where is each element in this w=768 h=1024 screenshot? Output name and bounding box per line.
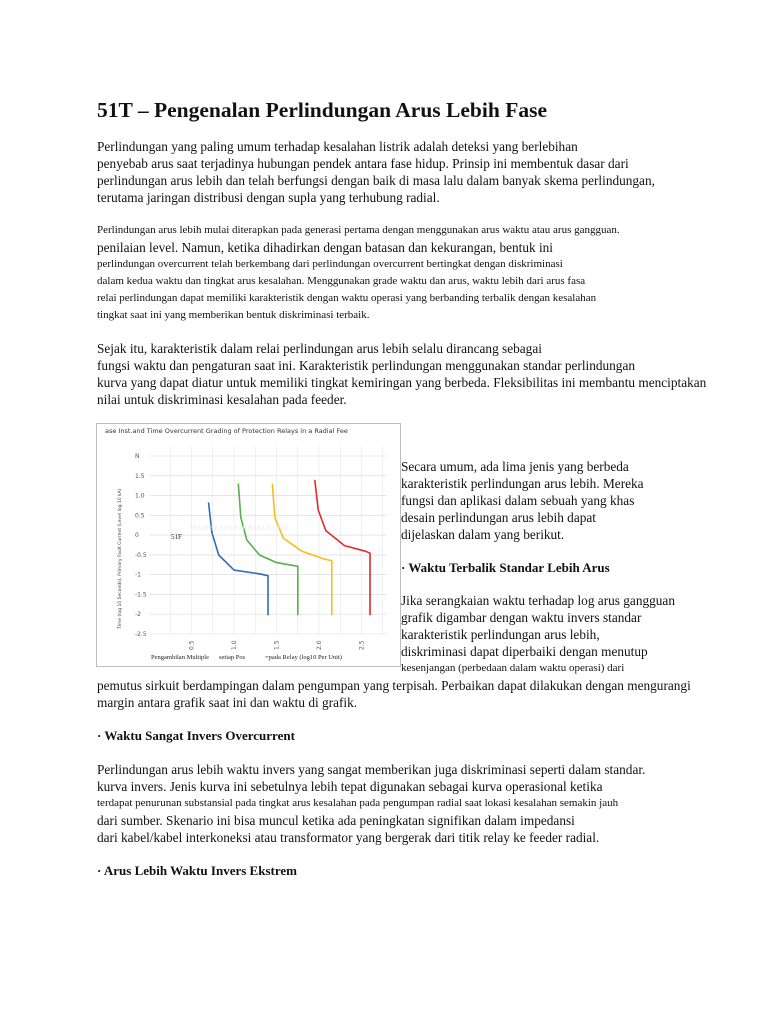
y-tick-label: 0.5 <box>135 512 145 520</box>
y-tick-label: -0.5 <box>135 551 147 559</box>
paragraph-line: terutama jaringan distribusi dengan supla yang terhubung radial. <box>97 190 440 205</box>
x-caption-mid: setiap Pos <box>219 654 246 661</box>
overcurrent-grading-figure <box>96 423 401 667</box>
paragraph-line: pemutus sirkuit berdampingan dalam pengumpan yang terpisah. Perbaikan dapat dilakukan dengan mengurangi <box>97 678 691 693</box>
paragraph-line: dalam kedua waktu dan tingkat arus kesalahan. Menggunakan grade waktu dan arus, waktu lebih dari arus fasa <box>97 275 586 287</box>
paragraph-line: Secara umum, ada lima jenis yang berbeda <box>401 459 629 474</box>
paragraph-line: Jika serangkaian waktu terhadap log arus gangguan <box>401 593 675 608</box>
paragraph-line: margin antara grafik saat ini dan waktu di grafik. <box>97 695 358 710</box>
paragraph-line: karakteristik perlindungan arus lebih. Mereka <box>401 476 644 491</box>
paragraph-line: penyebab arus saat terjadinya hubungan pendek antara fase hidup. Prinsip ini membentuk dasar dari <box>97 156 629 171</box>
relay-overlay-text: TE51P32 51S 51P 6A51 51P4T <box>189 524 288 532</box>
paragraph-line: dari kabel/kabel interkoneksi atau transformator yang bergerak dari titik relay ke feeder radial. <box>97 830 600 845</box>
relay-label-51f: 51F <box>171 533 182 541</box>
relay-curve-line <box>272 484 332 616</box>
paragraph-5 <box>97 761 645 846</box>
page-title: 51T – Pengenalan Perlindungan Arus Lebih Fase <box>97 98 547 122</box>
x-tick-label: 2.5 <box>358 640 366 650</box>
y-tick-label: -2 <box>135 611 141 619</box>
paragraph-line: relai perlindungan dapat memiliki karakteristik dengan waktu operasi yang berbanding terbalik dengan kesalahan <box>97 292 597 304</box>
x-tick-label: 2.0 <box>316 640 323 650</box>
paragraph-line: kesenjangan (perbedaan dalam waktu operasi) dari <box>401 662 625 674</box>
y-tick-label: N <box>135 453 140 460</box>
y-tick-label: 1.0 <box>135 492 145 500</box>
paragraph-line: kurva yang dapat diatur untuk memiliki tingkat kemiringan yang berbeda. Fleksibilitas ini membantu menciptakan <box>97 375 707 390</box>
paragraph-2 <box>97 222 620 324</box>
paragraph-line: terdapat penurunan substansial pada tingkat arus kesalahan pada pengumpan radial saat lokasi kesalahan semakin jauh <box>97 797 619 809</box>
paragraph-line: Sejak itu, karakteristik dalam relai perlindungan arus lebih selalu dirancang sebagai <box>97 341 542 356</box>
paragraph-line: grafik digambar dengan waktu invers standar <box>401 610 642 625</box>
section-heading-standard-inverse: · Waktu Terbalik Standar Lebih Arus <box>401 560 610 575</box>
overcurrent-grading-chart <box>97 424 400 666</box>
x-tick-label: 1.5 <box>273 640 281 650</box>
paragraph-line: nilai untuk diskriminasi kesalahan pada feeder. <box>97 392 347 407</box>
x-axis-label: =pada Relay (log10 Per Unit) <box>265 654 342 661</box>
paragraph-line: Perlindungan arus lebih mulai diterapkan pada generasi pertama dengan menggunakan arus waktu atau arus gangguan. <box>97 224 620 236</box>
paragraph-line: fungsi waktu dan pengaturan saat ini. Karakteristik perlindungan menggunakan standar perlindungan <box>97 358 635 373</box>
paragraph-line: Perlindungan yang paling umum terhadap kesalahan listrik adalah deteksi yang berlebihan <box>97 139 578 154</box>
y-tick-label: -1.5 <box>135 591 147 599</box>
section-heading-very-inverse: · Waktu Sangat Invers Overcurrent <box>97 728 295 743</box>
paragraph-line: penilaian level. Namun, ketika dihadirkan dengan batasan dan kekurangan, bentuk ini <box>97 240 554 255</box>
relay-curve-line <box>209 502 269 615</box>
paragraph-line: fungsi dan aplikasi dalam sebuah yang khas <box>401 493 635 508</box>
y-tick-label: 0 <box>135 532 139 540</box>
paragraph-3 <box>97 340 706 408</box>
paragraph-line: Perlindungan arus lebih waktu invers yang sangat memberikan juga diskriminasi seperti dalam standar. <box>97 762 646 777</box>
y-tick-label: 1.5 <box>135 472 145 480</box>
x-tick-label: 1.0 <box>231 640 238 650</box>
chart-title: ase Inst.and Time Overcurrent Grading of Protection Relays in a Radial Fee <box>105 427 348 435</box>
paragraph-line: diskriminasi dapat diperbaiki dengan menutup <box>401 644 648 659</box>
paragraph-line: dari sumber. Skenario ini bisa muncul ketika ada peningkatan signifikan dalam impedansi <box>97 813 575 828</box>
paragraph-line: perlindungan arus lebih dan telah berfungsi dengan baik di masa lalu dalam banyak skema perlindungan, <box>97 173 655 188</box>
side-paragraph-1 <box>401 458 644 543</box>
paragraph-line: tingkat saat ini yang memberikan bentuk diskriminasi terbaik. <box>97 309 370 321</box>
section-heading-extreme-inverse: · Arus Lebih Waktu Invers Ekstrem <box>97 863 297 878</box>
x-caption-left: Pengambilan Multiple <box>151 654 209 661</box>
paragraph-line: karakteristik perlindungan arus lebih, <box>401 627 600 642</box>
x-tick-label: 0.5 <box>188 640 196 650</box>
paragraph-1 <box>97 138 655 206</box>
paragraph-line: dijelaskan dalam yang berikut. <box>401 527 565 542</box>
y-axis-label: Time (log 10 Seconds), Primary Fault Current (Level log 10 kA) <box>118 488 123 629</box>
side-paragraph-2 <box>401 592 675 677</box>
y-tick-label: -2.5 <box>135 631 147 638</box>
paragraph-4 <box>97 677 691 711</box>
paragraph-line: kurva invers. Jenis kurva ini sebetulnya lebih tepat digunakan sebagai kurva operasional ketika <box>97 779 603 794</box>
paragraph-line: desain perlindungan arus lebih dapat <box>401 510 596 525</box>
paragraph-line: perlindungan overcurrent telah berkembang dari perlindungan overcurrent bertingkat dengan diskriminasi <box>97 258 563 270</box>
y-tick-label: -1 <box>135 571 141 579</box>
